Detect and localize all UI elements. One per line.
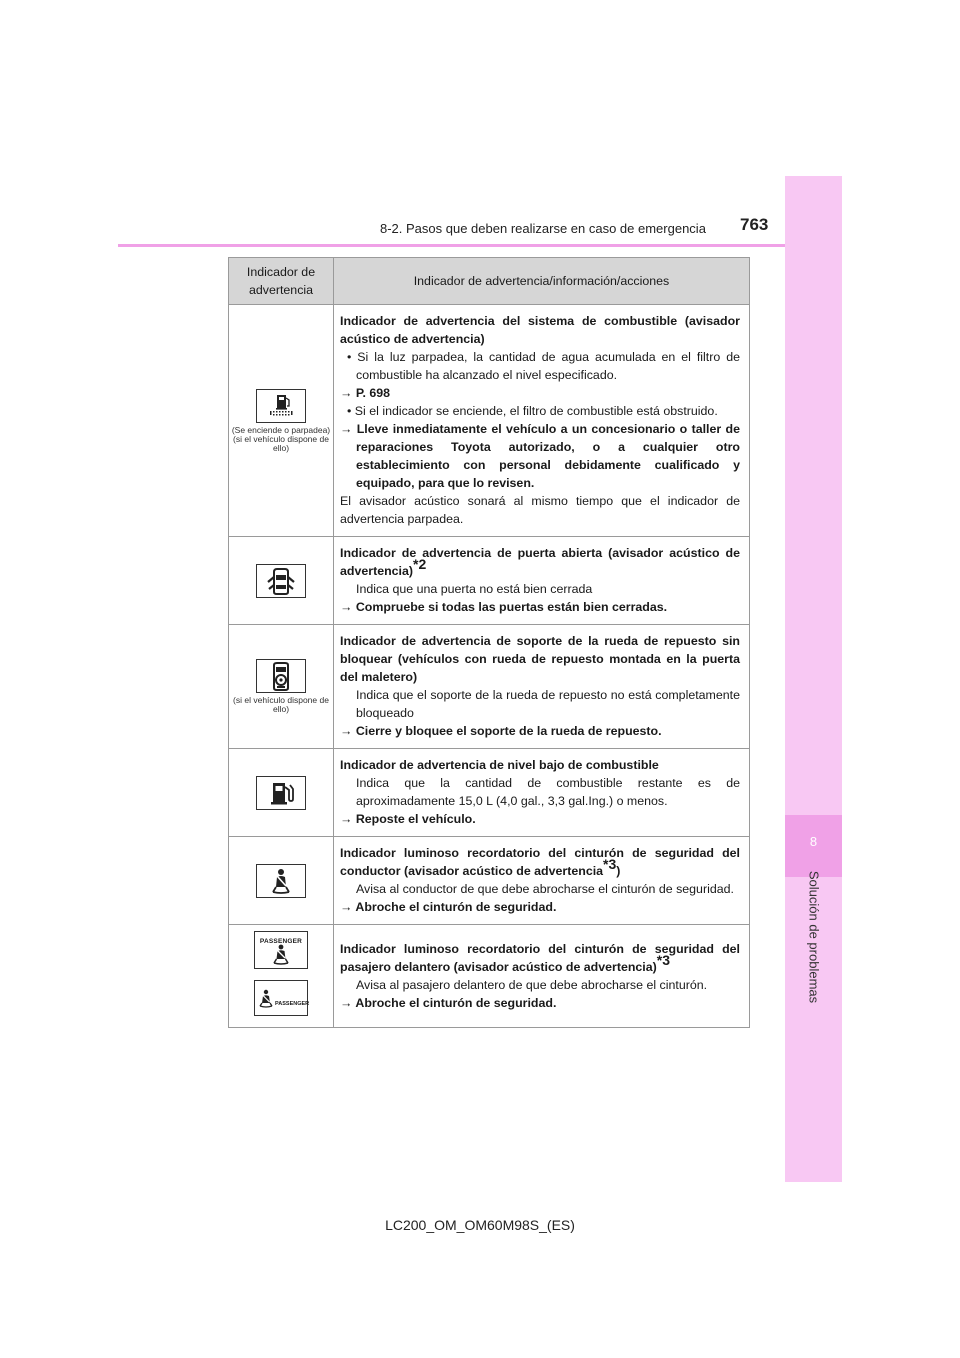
warning-table — [228, 257, 750, 1028]
chapter-number: 8 — [785, 815, 842, 877]
info-cell — [334, 537, 750, 625]
passenger-label: PASSENGER — [259, 938, 303, 945]
indicator-note: (Se enciende o parpadea) (si el vehículo dispone de ello) — [231, 424, 331, 453]
row-action: → Reposte el vehículo. — [340, 812, 476, 826]
row-title-end: ) — [616, 864, 621, 878]
seatbelt-reminder-icon — [256, 864, 306, 898]
row-bullet: • Si la luz parpadea, la cantidad de agua acumulada en el filtro de combustible ha alcanzado el nivel especificado. — [347, 350, 740, 382]
footnote-marker: *3 — [603, 856, 617, 872]
row-description: Indica que la cantidad de combustible restante es de aproximadamente 15,0 L (4,0 gal., 3,3 gal.Ing.) o menos. — [356, 776, 740, 808]
fuel-filter-warning-icon — [256, 389, 306, 423]
chapter-label: Solución de problemas — [806, 870, 821, 1004]
section-title: 8-2. Pasos que deben realizarse en caso de emergencia — [380, 221, 706, 236]
indicator-cell — [229, 837, 334, 925]
row-title: Indicador luminoso recordatorio del cinturón de seguridad del pasajero delantero (avisador acústico de advertencia) — [340, 941, 740, 974]
indicator-cell — [229, 537, 334, 625]
row-description: Indica que el soporte de la rueda de repuesto no está completamente bloqueado — [356, 688, 740, 720]
col-header-info: Indicador de advertencia/información/acciones — [334, 258, 750, 305]
row-bullet: • Si el indicador se enciende, el filtro de combustible está obstruido. — [347, 404, 718, 418]
open-door-icon — [256, 564, 306, 598]
table-header-row — [229, 258, 750, 305]
row-description: Avisa al pasajero delantero de que debe abrocharse el cinturón. — [356, 977, 708, 992]
indicator-cell — [229, 625, 334, 749]
fuel-pump-icon — [256, 776, 306, 810]
indicator-cell — [229, 749, 334, 837]
row-extra: El avisador acústico sonará al mismo tiempo que el indicador de advertencia parpadea. — [340, 494, 740, 526]
table-row — [229, 837, 750, 925]
chapter-side-tab — [785, 176, 842, 1182]
indicator-note: (si el vehículo dispone de ello) — [233, 695, 329, 714]
chapter-label-container — [785, 870, 842, 1004]
footnote-marker: *2 — [413, 556, 427, 572]
row-title: Indicador luminoso recordatorio del cinturón de seguridad del conductor (avisador acústico de advertencia — [340, 846, 740, 878]
footnote-marker: *3 — [656, 951, 671, 968]
document-code: LC200_OM_OM60M98S_(ES) — [385, 1217, 575, 1233]
spare-tire-carrier-icon — [256, 659, 306, 693]
row-title: Indicador de advertencia de soporte de la rueda de repuesto sin bloquear (vehículos con rueda de repuesto montada en la puerta del maletero) — [340, 634, 740, 684]
table-row — [229, 537, 750, 625]
row-action: → Lleve inmediatamente el vehículo a un concesionario o taller de reparaciones Toyota autorizado, o a cualquier otro establecimiento con personal debidamente cualificado y equipado, para que lo revisen. — [340, 422, 740, 490]
info-cell — [334, 749, 750, 837]
row-title: Indicador de advertencia de puerta abierta (avisador acústico de advertencia) — [340, 546, 740, 578]
passenger-label-alt: PASSENGER — [275, 1001, 310, 1007]
row-title: Indicador de advertencia del sistema de combustible (avisador acústico de advertencia) — [340, 314, 740, 346]
table-row — [229, 305, 750, 537]
table-row — [229, 749, 750, 837]
row-title: Indicador de advertencia de nivel bajo de combustible — [340, 758, 659, 772]
info-cell — [334, 837, 750, 925]
row-action: → P. 698 — [340, 386, 391, 400]
passenger-seatbelt-icon — [254, 931, 308, 969]
info-cell — [334, 625, 750, 749]
row-description: Indica que una puerta no está bien cerrada — [356, 582, 593, 596]
row-action: → Cierre y bloquee el soporte de la rueda de repuesto. — [340, 724, 662, 738]
passenger-seatbelt-alt-icon — [254, 980, 308, 1016]
row-action: → Compruebe si todas las puertas están bien cerradas. — [340, 600, 668, 614]
col-header-indicator: Indicador de advertencia — [229, 258, 334, 305]
indicator-cell — [229, 925, 334, 1028]
table-row — [229, 625, 750, 749]
page-number: 763 — [740, 215, 769, 234]
header-rule — [118, 244, 785, 247]
row-description: Avisa al conductor de que debe abrocharse el cinturón de seguridad. — [356, 882, 734, 896]
table-row — [229, 925, 750, 1028]
row-action: → Abroche el cinturón de seguridad. — [340, 995, 557, 1010]
info-cell — [334, 305, 750, 537]
row-action: → Abroche el cinturón de seguridad. — [340, 900, 557, 914]
indicator-cell — [229, 305, 334, 537]
info-cell — [334, 925, 750, 1028]
